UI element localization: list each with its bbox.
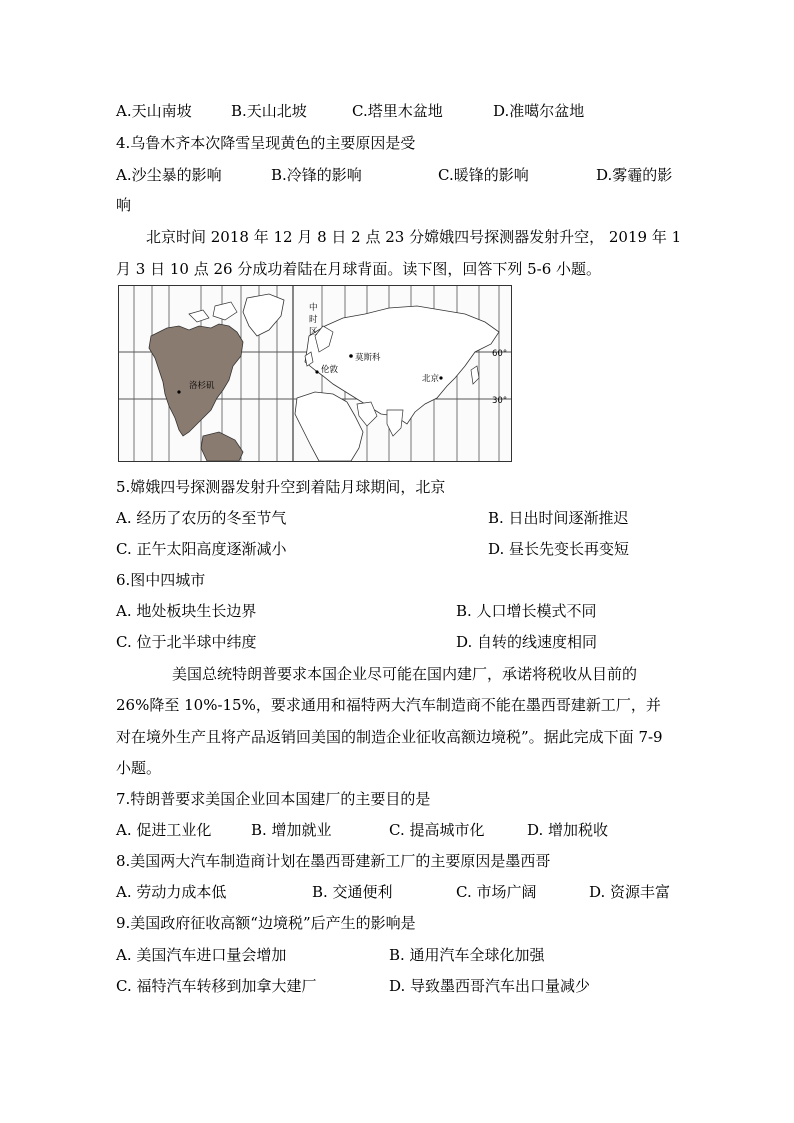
- q4-option-d-continued: 响: [116, 196, 132, 214]
- passage2-line3: 对在境外生产且将产品返销回美国的制造企业征收高额边境税”。据此完成下面 7-9: [116, 728, 663, 746]
- beijing-marker: [439, 376, 442, 379]
- q6-stem: 6.图中四城市: [116, 571, 206, 589]
- q8-option-c: C. 市场广阔: [456, 883, 537, 901]
- passage1-line1: 北京时间 2018 年 12 月 8 日 2 点 23 分嫦娥四号探测器发射升空， 2019 年 1: [146, 228, 682, 246]
- q3-option-a: A.天山南坡: [116, 102, 192, 120]
- q8-option-a: A. 劳动力成本低: [116, 883, 227, 901]
- q9-option-b: B. 通用汽车全球化加强: [389, 946, 545, 964]
- central-zone-label-2: 时: [309, 315, 318, 325]
- q9-option-d: D. 导致墨西哥汽车出口量减少: [389, 977, 591, 995]
- africa-landmass: [295, 392, 363, 461]
- los-angeles-label: 洛杉矶: [189, 381, 215, 391]
- q8-option-d: D. 资源丰富: [589, 883, 671, 901]
- q4-option-a: A.沙尘暴的影响: [116, 166, 222, 184]
- q6-option-c: C. 位于北半球中纬度: [116, 633, 257, 651]
- q5-stem: 5.嫦娥四号探测器发射升空到着陆月球期间，北京: [116, 478, 446, 496]
- arctic-islands: [189, 302, 237, 322]
- moscow-label: 莫斯科: [355, 353, 381, 363]
- q5-option-c: C. 正午太阳高度逐渐减小: [116, 540, 287, 558]
- q7-option-a: A. 促进工业化: [116, 821, 212, 839]
- world-time-zone-map: [118, 285, 512, 462]
- q9-option-c: C. 福特汽车转移到加拿大建厂: [116, 977, 317, 995]
- q3-option-b: B.天山北坡: [231, 102, 307, 120]
- passage1-line2: 月 3 日 10 点 26 分成功着陆在月球背面。读下图，回答下列 5-6 小题。: [116, 260, 602, 278]
- map-figure: [119, 286, 511, 461]
- passage2-line4: 小题。: [116, 759, 162, 777]
- q3-option-d: D.准噶尔盆地: [493, 102, 585, 120]
- q9-stem: 9.美国政府征收高额“边境税”后产生的影响是: [116, 914, 416, 932]
- q7-option-c: C. 提高城市化: [389, 821, 485, 839]
- latitude-60-label: 60°: [492, 349, 508, 359]
- q7-stem: 7.特朗普要求美国企业回本国建厂的主要目的是: [116, 790, 431, 808]
- q7-option-b: B. 增加就业: [251, 821, 332, 839]
- q5-option-a: A. 经历了农历的冬至节气: [116, 509, 287, 527]
- q5-option-d: D. 昼长先变长再变短: [488, 540, 630, 558]
- q4-option-b: B.冷锋的影响: [271, 166, 362, 184]
- q6-option-d: D. 自转的线速度相同: [456, 633, 598, 651]
- south-america-landmass: [201, 432, 243, 461]
- los-angeles-marker: [177, 390, 180, 393]
- moscow-marker: [349, 354, 353, 358]
- japan-islands: [471, 366, 479, 384]
- north-america-landmass: [149, 324, 243, 436]
- latitude-30-label: 30°: [492, 396, 508, 406]
- q7-option-d: D. 增加税收: [527, 821, 609, 839]
- q5-option-b: B. 日出时间逐渐推迟: [488, 509, 629, 527]
- q6-option-b: B. 人口增长模式不同: [456, 602, 597, 620]
- q6-option-a: A. 地处板块生长边界: [116, 602, 257, 620]
- central-zone-label-3: 区: [309, 327, 318, 337]
- q4-option-c: C.暖锋的影响: [438, 166, 529, 184]
- passage2-line2: 26%降至 10%-15%，要求通用和福特两大汽车制造商不能在墨西哥建新工厂，并: [116, 696, 661, 714]
- london-label: 伦敦: [321, 365, 339, 375]
- q3-option-c: C.塔里木盆地: [352, 102, 443, 120]
- beijing-label: 北京: [422, 374, 440, 384]
- central-zone-label-1: 中: [309, 303, 318, 313]
- q4-option-d: D.雾霾的影: [596, 166, 673, 184]
- passage2-line1: 美国总统特朗普要求本国企业尽可能在国内建厂，承诺将税收从目前的: [172, 665, 638, 683]
- london-marker: [315, 370, 318, 373]
- q9-option-a: A. 美国汽车进口量会增加: [116, 946, 287, 964]
- q4-stem: 4.乌鲁木齐本次降雪呈现黄色的主要原因是受: [116, 134, 416, 152]
- q8-stem: 8.美国两大汽车制造商计划在墨西哥建新工厂的主要原因是墨西哥: [116, 852, 551, 870]
- greenland-landmass: [243, 294, 284, 336]
- q8-option-b: B. 交通便利: [312, 883, 393, 901]
